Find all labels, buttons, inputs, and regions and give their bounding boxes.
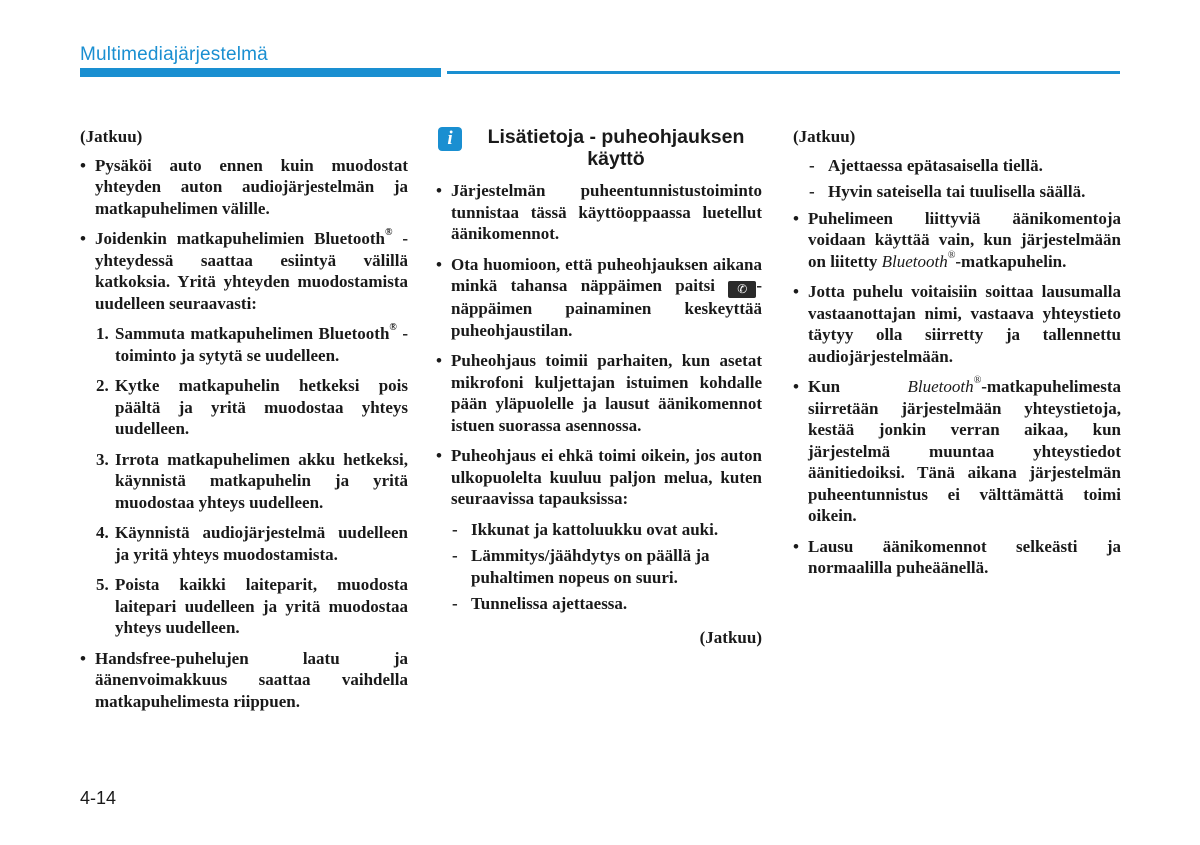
continued-label: (Jatkuu) — [699, 627, 762, 647]
dash-text: Hyvin sateisella tai tuulisella säällä. — [828, 182, 1086, 201]
text-run: -matkapuhelimesta siirretään järjestelmään yhteystietoja, kestää jonkin verran aikaa, kun järjestelmä muuntaa yhteystiedot äänitiedoiksi. Tänä aikana järjestelmän puheentunnistus ei välttämättä toimi oikein. — [808, 377, 1121, 525]
step-number: 1. — [96, 324, 109, 343]
numbered-step — [80, 323, 408, 366]
dash-mark: - — [809, 155, 815, 175]
step-number: 3. — [96, 449, 109, 469]
page-header-title: Multimediajärjestelmä — [80, 44, 268, 65]
dash-text: Ikkunat ja kattoluukku ovat auki. — [471, 519, 719, 539]
continued-label: (Jatkuu) — [793, 127, 856, 146]
info-title: Lisätietoja - puheohjauksen käyttö — [487, 126, 745, 170]
step-number: 5. — [96, 575, 109, 594]
numbered-step — [80, 522, 408, 565]
registered-mark: ® — [947, 249, 956, 261]
text-run: Ota huomioon, että puheohjauksen aikana minkä tahansa näppäimen paitsi — [451, 254, 762, 295]
header-rule-thick — [80, 68, 441, 77]
bluetooth-term: Bluetooth — [881, 251, 948, 271]
dash-text: Ajettaessa epätasaisella tiellä. — [828, 155, 1043, 175]
dash-text: Lämmitys/jäähdytys on päällä ja puhaltimen nopeus on suuri. — [471, 546, 710, 587]
step-text: Kytke matkapuhelin hetkeksi pois päältä ja yritä muodostaa yhteys uudelleen. — [115, 376, 408, 438]
text-run: Kun — [808, 377, 908, 396]
list-item — [80, 228, 408, 314]
dash-mark: - — [809, 182, 815, 201]
registered-mark: ® — [384, 227, 393, 238]
list-item — [436, 254, 762, 342]
text-run: Joidenkin matkapuhelimien Bluetooth — [95, 229, 385, 248]
info-box-header — [436, 126, 762, 174]
list-item: • Jotta puhelu voitaisiin soittaa lausumalla vastaanottajan nimi, vastaava yhteystieto täytyy olla siirretty ja tallennettu audiojärjestelmään. — [793, 281, 1121, 367]
dash-item — [436, 593, 762, 615]
talk-button-icon: ✆ — [728, 281, 756, 298]
continued-label: (Jatkuu) — [80, 127, 143, 146]
column-middle — [436, 126, 762, 665]
info-icon: i — [438, 127, 462, 151]
step-text: Poista kaikki laiteparit, muodosta laitepari uudelleen ja yritä muodostaa yhteys uudelleen. — [115, 575, 408, 637]
dash-item — [793, 181, 1121, 203]
text-run: -näppäimen painaminen keskeyttää puheohjaustilan. — [451, 276, 762, 340]
numbered-step — [80, 574, 408, 639]
dash-text: Tunnelissa ajettaessa. — [471, 594, 628, 613]
list-item: • Puheohjaus toimii parhaiten, kun asetat mikrofoni kuljettajan istuimen kohdalle pään yläpuolelle ja lausut äänikomennot istuen suorassa asennossa. — [436, 350, 762, 436]
list-item: • Puheohjaus ei ehkä toimi oikein, jos auton ulkopuolelta kuuluu paljon melua, kuten seuraavissa tapauksissa: — [436, 445, 762, 510]
dash-item — [436, 519, 762, 541]
text-run: -toiminto ja sytytä se uudelleen. — [115, 324, 408, 365]
step-text: Käynnistä audiojärjestelmä uudelleen ja yritä yhteys muodostamista. — [115, 523, 408, 564]
page-number: 4-14 — [80, 788, 117, 808]
text-run: -yhteydessä saattaa esiintyä välillä katkoksia. Yritä yhteyden muodostamista uudelleen seuraavasti: — [95, 229, 408, 313]
list-item — [793, 376, 1121, 527]
text-run: Puhelimeen liittyviä äänikomentoja voidaan käyttää vain, kun järjestelmään on liitetty — [808, 208, 1121, 271]
step-text: Irrota matkapuhelimen akku hetkeksi, käynnistä matkapuhelin ja yritä muodostaa yhteys uudelleen. — [115, 449, 408, 512]
list-item: • Handsfree-puhelujen laatu ja äänenvoimakkuus saattaa vaihdella matkapuhelimesta riippuen. — [80, 648, 408, 713]
registered-mark: ® — [389, 322, 397, 333]
header-rule-thin — [447, 71, 1120, 74]
dash-item — [793, 155, 1121, 177]
list-item — [793, 208, 1121, 273]
numbered-step — [80, 449, 408, 514]
step-number: 2. — [96, 376, 109, 395]
list-item: • Pysäköi auto ennen kuin muodostat yhteyden auton audiojärjestelmän ja matkapuhelimen välille. — [80, 155, 408, 220]
dash-mark: - — [452, 594, 458, 613]
column-left — [80, 126, 408, 721]
dash-item — [436, 545, 762, 588]
column-right — [793, 126, 1121, 588]
registered-mark: ® — [973, 375, 982, 386]
numbered-step — [80, 375, 408, 440]
list-item: • Järjestelmän puheentunnistustoiminto tunnistaa tässä käyttöoppaassa luetellut äänikomennot. — [436, 180, 762, 245]
step-number: 4. — [96, 523, 109, 542]
list-item: • Lausu äänikomennot selkeästi ja normaalilla puheäänellä. — [793, 536, 1121, 579]
text-run: Sammuta matkapuhelimen Bluetooth — [115, 324, 390, 343]
dash-mark: - — [452, 519, 458, 539]
dash-mark: - — [452, 546, 458, 565]
bluetooth-term: Bluetooth — [907, 377, 974, 396]
text-run: -matkapuhelin. — [955, 251, 1067, 271]
